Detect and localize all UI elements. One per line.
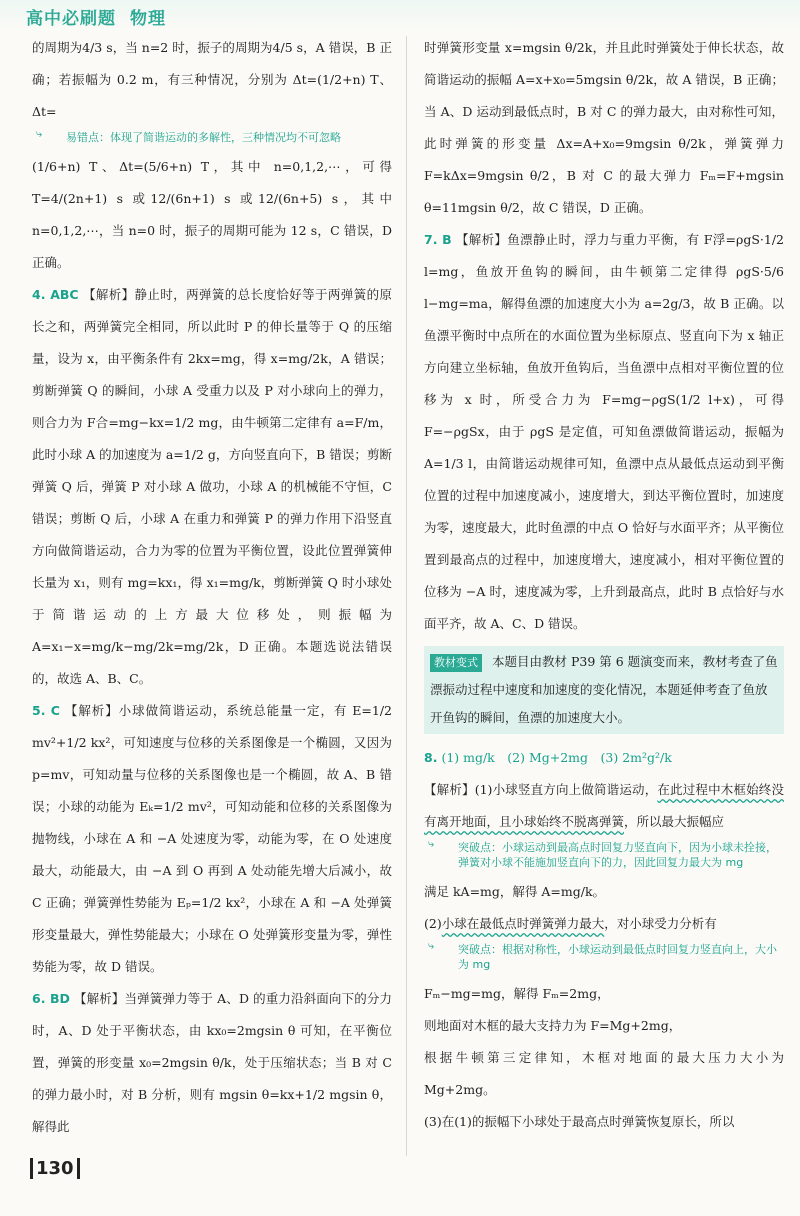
- part2-line-1: Fₘ−mg=mg，解得 Fₘ=2mg，: [424, 986, 610, 1001]
- question-8-part1: [424, 774, 784, 838]
- part1-emphasis: 在此过程中木框始终没有离开地面，且小球始终不脱离弹簧: [424, 782, 784, 829]
- subject-title: 物理: [130, 9, 166, 29]
- question-6-number: 6. BD: [32, 991, 70, 1006]
- question-4-text: 【解析】静止时，两弹簧的总长度恰好等于两弹簧的原长之和，两弹簧完全相同，所以此时 P 的伸长量等于 Q 的压缩量，设为 x，由平衡条件有 2kx=mg，得 x=mg/2k，A 错误；剪断弹簧 Q 的瞬间，小球 A 受重力以及 P 对小球向上的弹力，则合力为 F合=mg−kx=1/2 mg，由牛顿第二定律有 a=F/m，此时小球 A 的加速度为 a=1/2 g，方向竖直向下，B 错误；剪断弹簧 Q 后，弹簧 P 对小球 A 做功，小球 A 的机械能不守恒，C 错误；剪断 Q 后，小球 A 在重力和弹簧 P 的弹力作用下沿竖直方向做简谐运动，合力为零的位置为平衡位置，设此位置弹簧伸长量为 x₁，则有 mg=kx₁，得 x₁=mg/k，剪断弹簧 Q 时小球处于简谐运动的上方最大位移处，则振幅为 A=x₁−x=mg/k−mg/2k=mg/2k，D 正确。本题选说法错误的，故选 A、B、C。: [32, 287, 392, 686]
- right-column: [424, 32, 784, 1138]
- column-divider: [406, 36, 407, 1156]
- variant-text: 本题目由教材 P39 第 6 题演变而来，教材考查了鱼漂振动过程中速度和加速度的变化情况，本题延伸考查了鱼放开鱼钩的瞬间，鱼漂的加速度大小。: [430, 654, 778, 725]
- question-4-number: 4. ABC: [32, 287, 79, 302]
- part2-text-end: ，对小球受力分析有: [604, 916, 717, 931]
- question-5-text: 【解析】小球做简谐运动，系统总能量一定，有 E=1/2 mv²+1/2 kx²，可知速度与位移的关系图像是一个椭圆，又因为 p=mv，可知动量与位移的关系图像也是一个椭圆，故 A、B 错误；小球的动能为 Eₖ=1/2 mv²，可知动能和位移的关系图像为抛物线，小球在 A 和 −A 处速度为零，动能为零，在 O 处速度最大，动能最大，由 −A 到 O 再到 A 处动能先增大后减小，故 C 正确；弹簧弹性势能为 Eₚ=1/2 kx²，小球在 A 和 −A 处弹簧形变量最大，弹性势能最大；小球在 O 处弹簧形变量为零，弹性势能为零，故 D 错误。: [32, 703, 392, 974]
- note-text: 易错点：体现了简谐运动的多解性，三种情况均不可忽略: [66, 131, 341, 144]
- curved-arrow-icon: ⤷: [428, 837, 435, 850]
- part1-conclusion: 满足 kA=mg，解得 A=mg/k。: [424, 884, 606, 899]
- q3-continuation-text-2: (1/6+n) T、Δt=(5/6+n) T，其中 n=0,1,2,⋯，可得 T=4/(2n+1) s 或12/(6n+1) s 或12/(6n+5) s，其中 n=0,1,2,⋯，当 n=0 时，振子的周期可能为 12 s，C 错误，D 正确。: [32, 159, 392, 270]
- q3-continuation-text: 的周期为4/3 s，当 n=2 时，振子的周期为4/5 s，A 错误，B 正确；若振幅为 0.2 m，有三种情况，分别为 Δt=(1/2+n) T、Δt=: [32, 40, 392, 119]
- curved-arrow-icon: ⤷: [36, 127, 43, 140]
- q6-continuation-text: 时弹簧形变量 x=mgsin θ/2k，并且此时弹簧处于伸长状态，故简谐运动的振幅 A=x+x₀=5mgsin θ/2k，故 A 错误，B 正确；当 A、D 运动到最低点时，B 对 C 的弹力最大，由对称性可知，此时弹簧的形变量 Δx=A+x₀=9mgsin θ/2k，弹簧弹力 F=kΔx=9mgsin θ/2，B 对 C 的最大弹力 Fₘ=F+mgsin θ=11mgsin θ/2，故 C 错误，D 正确。: [424, 40, 784, 215]
- question-8-answers: [424, 742, 784, 774]
- question-5-number: 5. C: [32, 703, 60, 718]
- question-8-part3: (3)在(1)的振幅下小球处于最高点时弹簧恢复原长，所以: [424, 1114, 735, 1129]
- note-text: 突破点：小球运动到最高点时回复力竖直向下，因为小球未拴接，弹簧对小球不能施加竖直向下的力，因此回复力最大为 mg: [458, 841, 777, 869]
- part2-text-start: (2): [424, 916, 442, 931]
- question-8-answer-list: (1) mg/k (2) Mg+2mg (3) 2m²g²/k: [441, 750, 672, 765]
- part2-emphasis: 小球在最低点时弹簧弹力最大: [441, 916, 605, 931]
- question-7-number: 7. B: [424, 232, 452, 247]
- part1-text-start: 【解析】(1)小球竖直方向上做简谐运动，: [424, 782, 658, 797]
- error-note: [36, 127, 392, 145]
- question-7-text: 【解析】鱼漂静止时，浮力与重力平衡，有 F浮=ρgS·1/2 l=mg，鱼放开鱼钩的瞬间，由牛顿第二定律得 ρgS·5/6 l−mg=ma，解得鱼漂的加速度大小为 a=2g/3，故 B 正确。以鱼漂平衡时中点所在的水面位置为坐标原点、竖直向下为 x 轴正方向建立坐标轴，鱼放开鱼钩后，当鱼漂中点相对平衡位置的位移为 x 时，所受合力为 F=mg−ρgS(1/2 l+x)，可得 F=−ρgSx，由于 ρgS 是定值，可知鱼漂做简谐运动，振幅为 A=1/3 l，由简谐运动规律可知，鱼漂中点从最低点运动到平衡位置的过程中加速度减小，速度增大，到达平衡位置时，加速度为零，速度最大，此时鱼漂的中点 O 恰好与水面平齐；从平衡位置到最高点的过程中，加速度增大，速度减小，相对平衡位置的位移为 −A 时，速度减为零，上升到最高点，此时 B 点恰好与水面平齐，故 A、C、D 错误。: [424, 232, 784, 631]
- question-8-number: 8.: [424, 750, 438, 765]
- variant-label: 教材变式: [430, 654, 482, 672]
- question-6-solution: [32, 983, 392, 1143]
- note-text: 突破点：根据对称性，小球运动到最低点时回复力竖直向上，大小为 mg: [458, 943, 777, 971]
- breakthrough-note-2: [428, 939, 784, 972]
- page-header: [0, 0, 800, 32]
- question-5-solution: [32, 695, 392, 983]
- curved-arrow-icon: ⤷: [428, 939, 435, 952]
- page-number: 130: [30, 1158, 80, 1179]
- question-6-text: 【解析】当弹簧弹力等于 A、D 的重力沿斜面向下的分力时，A、D 处于平衡状态，由 kx₀=2mgsin θ 可知，在平衡位置，弹簧的形变量 x₀=2mgsin θ/k，处于压缩状态；当 B 对 C 的弹力最小时，对 B 分析，则有 mgsin θ=kx+1/2 mgsin θ，解得此: [32, 991, 392, 1134]
- part1-text-end: ，所以最大振幅应: [624, 814, 725, 829]
- question-8-part2: [424, 908, 784, 940]
- question-4-solution: [32, 279, 392, 695]
- book-title: [26, 4, 166, 29]
- series-title: 高中必刷题: [26, 9, 116, 29]
- part2-line-2: 则地面对木框的最大支持力为 F=Mg+2mg，: [424, 1018, 682, 1033]
- question-7-solution: [424, 224, 784, 640]
- left-column: [32, 32, 392, 1143]
- breakthrough-note-1: [428, 837, 784, 870]
- textbook-variant-box: [424, 646, 784, 734]
- part2-line-3: 根据牛顿第三定律知，木框对地面的最大压力大小为 Mg+2mg。: [424, 1050, 784, 1097]
